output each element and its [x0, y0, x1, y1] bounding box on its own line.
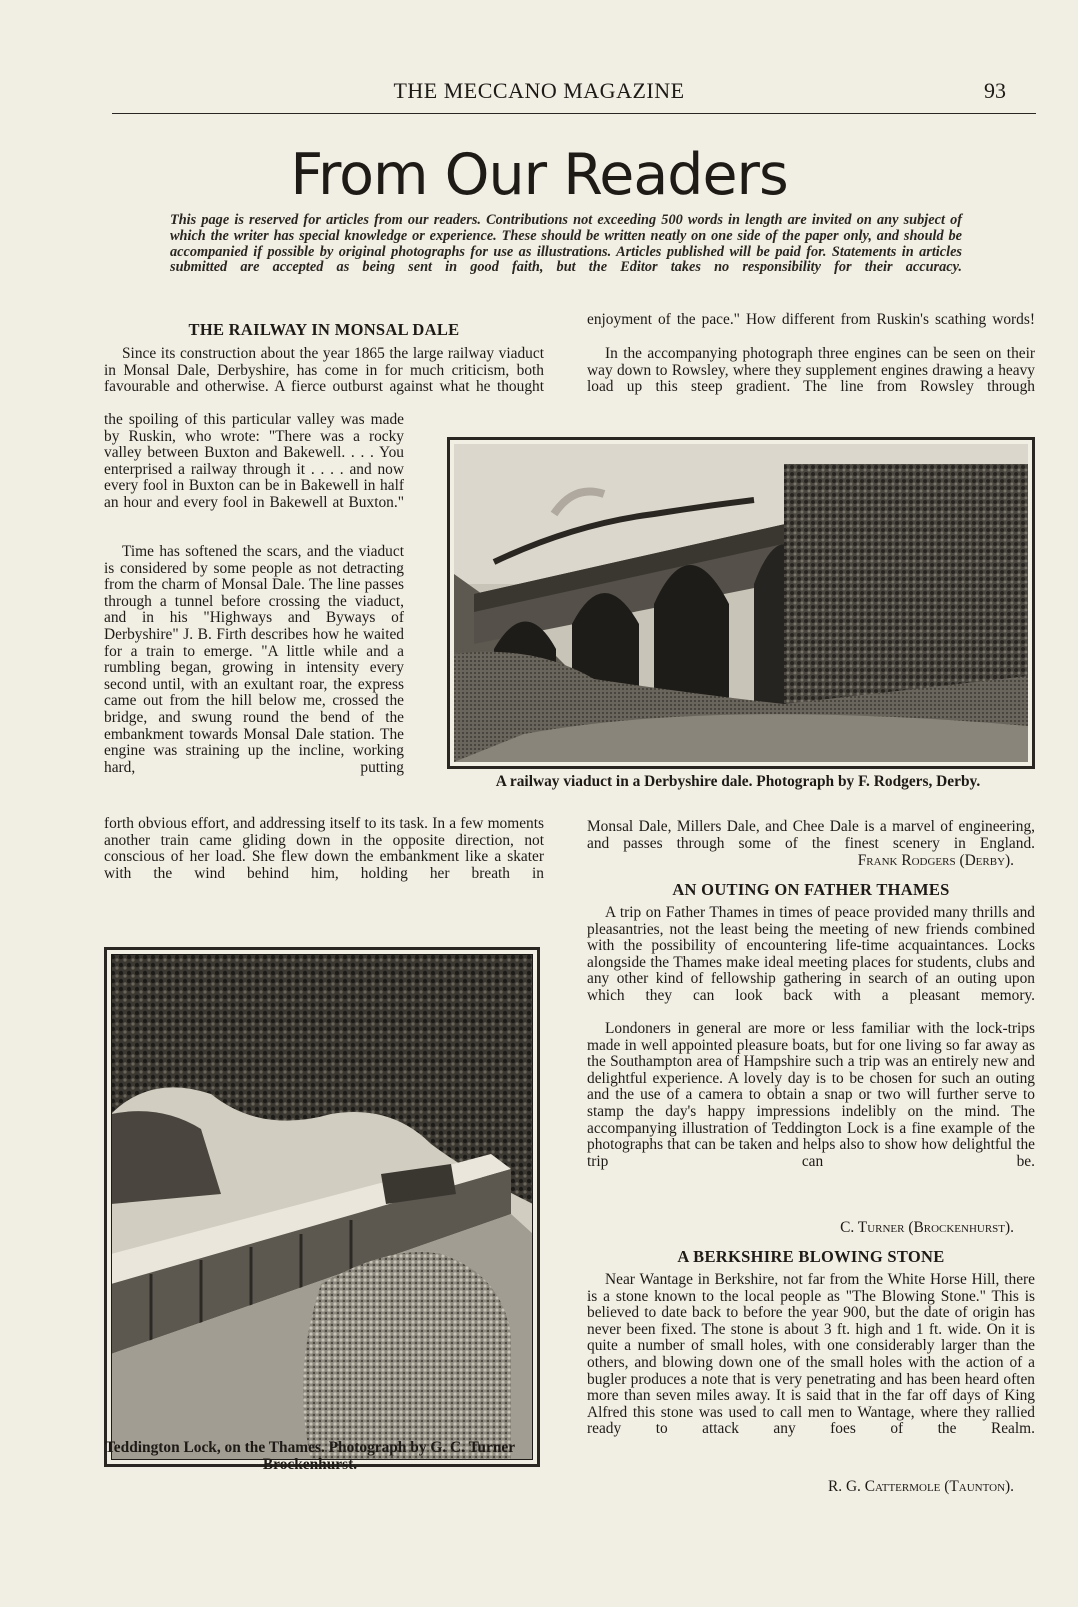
intro-paragraph: This page is reserved for articles from our readers. Contributions not exceeding 500 words in length are invited on any subject of which the writer has special knowledge or experience. These should be written neatly on one side of the paper only, and should be accompanied if possible by original photographs for use as illustrations. Articles published will be paid for. Statements in articles submitted are accepted as being sent in good faith, but the Editor takes no responsibility for their accuracy.: [170, 212, 962, 276]
railway-signature: Frank Rodgers (Derby).: [857, 852, 1014, 869]
teddington-lock-image: [111, 954, 533, 1460]
railway-paragraph-3: Monsal Dale, Millers Dale, and Chee Dale is a marvel of engineering, and passes through some of the finest scenery in England.: [587, 818, 1035, 852]
heading-outing-father-thames: AN OUTING ON FATHER THAMES: [672, 880, 950, 899]
thames-signature: C. Turner (Brockenhurst).: [840, 1219, 1014, 1236]
thames-paragraph-2: Londoners in general are more or less familiar with the lock-trips made in well appointed pleasure boats, but for one living so far away as the Southampton area of Hampshire such a trip was an entirely new and delightful experience. A lovely day is to be chosen for such an outing and the use of a camera to obtain a snap or two will further serve to stamp the day's happy impressions indelibly on the mind. The accompanying illustration of Teddington Lock is a fine example of the photographs that can be taken and helps also to show how delightful the trip can be.: [587, 1020, 1035, 1170]
stone-signature: R. G. Cattermole (Taunton).: [827, 1478, 1014, 1495]
railway-paragraph-1: Since its construction about the year 1865 the large railway viaduct in Monsal Dale, Derbyshire, has come in for much criticism, both favourable and otherwise. A fierce outburst against what he thought: [104, 345, 544, 396]
stone-paragraph-1: Near Wantage in Berkshire, not far from the White Horse Hill, there is a stone known to the local people as "The Blowing Stone." This is believed to date back to before the year 900, but the date of origin has never been fixed. The stone is about 3 ft. high and 1 ft. wide. On it is quite a number of small holes, with one considerably larger than the others, and blowing down one of the small holes with the action of a bugler produces a note that is very penetrating and has been heard often more than seven miles away. It is said that in the far off days of King Alfred this stone was used to call men to Wantage, where they rallied ready to attack any foes of the Realm.: [587, 1271, 1035, 1438]
running-title: THE MECCANO MAGAZINE: [393, 78, 685, 103]
railway-right-column-top: enjoyment of the pace." How different from Ruskin's scathing words!: [587, 311, 1035, 328]
heading-berkshire-blowing-stone: A BERKSHIRE BLOWING STONE: [677, 1247, 945, 1266]
page-title: From Our Readers: [290, 142, 788, 208]
heading-railway-monsal-dale: THE RAILWAY IN MONSAL DALE: [188, 320, 460, 339]
teddington-lock-caption: Teddington Lock, on the Thames. Photograph by G. C. Turner Brockenhurst.: [104, 1439, 516, 1473]
railway-paragraph-1-continued: the spoiling of this particular valley was made by Ruskin, who wrote: "There was a rocky valley between Buxton and Bakewell. . . . You enterprised a railway through it . . . . and now every fool in Buxton can be in Bakewell in half an hour and every fool in Bakewell at Buxton.": [104, 411, 404, 511]
railway-right-column-paragraph: In the accompanying photograph three engines can be seen on their way down to Rowsley, where they supplement engines drawing a heavy load up this steep gradient. The line from Rowsley through: [587, 345, 1035, 396]
page-number: 93: [984, 78, 1006, 103]
viaduct-photograph: [447, 437, 1035, 769]
railway-paragraph-2-continued: forth obvious effort, and addressing itself to its task. In a few moments another train came gliding down in the opposite direction, not conscious of her load. She flew down the embankment like a skater with the wind behind him, holding her breath in: [104, 815, 544, 882]
railway-paragraph-2: Time has softened the scars, and the viaduct is considered by some people as not detracting from the charm of Monsal Dale. The line passes through a tunnel before crossing the viaduct, and in his "Highways and Byways of Derbyshire" J. B. Firth describes how he waited for a train to emerge. "A little while and a rumbling began, growing in intensity every second until, with an exultant roar, the express came out from the hill below me, crossed the bridge, and swung round the bend of the embankment towards Monsal Dale station. The engine was straining up the incline, working hard, putting: [104, 543, 404, 776]
thames-paragraph-1: A trip on Father Thames in times of peace provided many thrills and pleasantries, not the least being the meeting of new friends combined with the possibility of encountering life-time acquaintances. Locks alongside the Thames make ideal meeting places for students, clubs and any other kind of fellowship gathering in search of an outing upon which they can look back with a pleasant memory.: [587, 904, 1035, 1004]
header-rule: [112, 113, 1036, 114]
viaduct-image: [454, 444, 1028, 762]
viaduct-caption: A railway viaduct in a Derbyshire dale. Photograph by F. Rodgers, Derby.: [495, 773, 981, 790]
teddington-lock-photograph: [104, 947, 540, 1467]
